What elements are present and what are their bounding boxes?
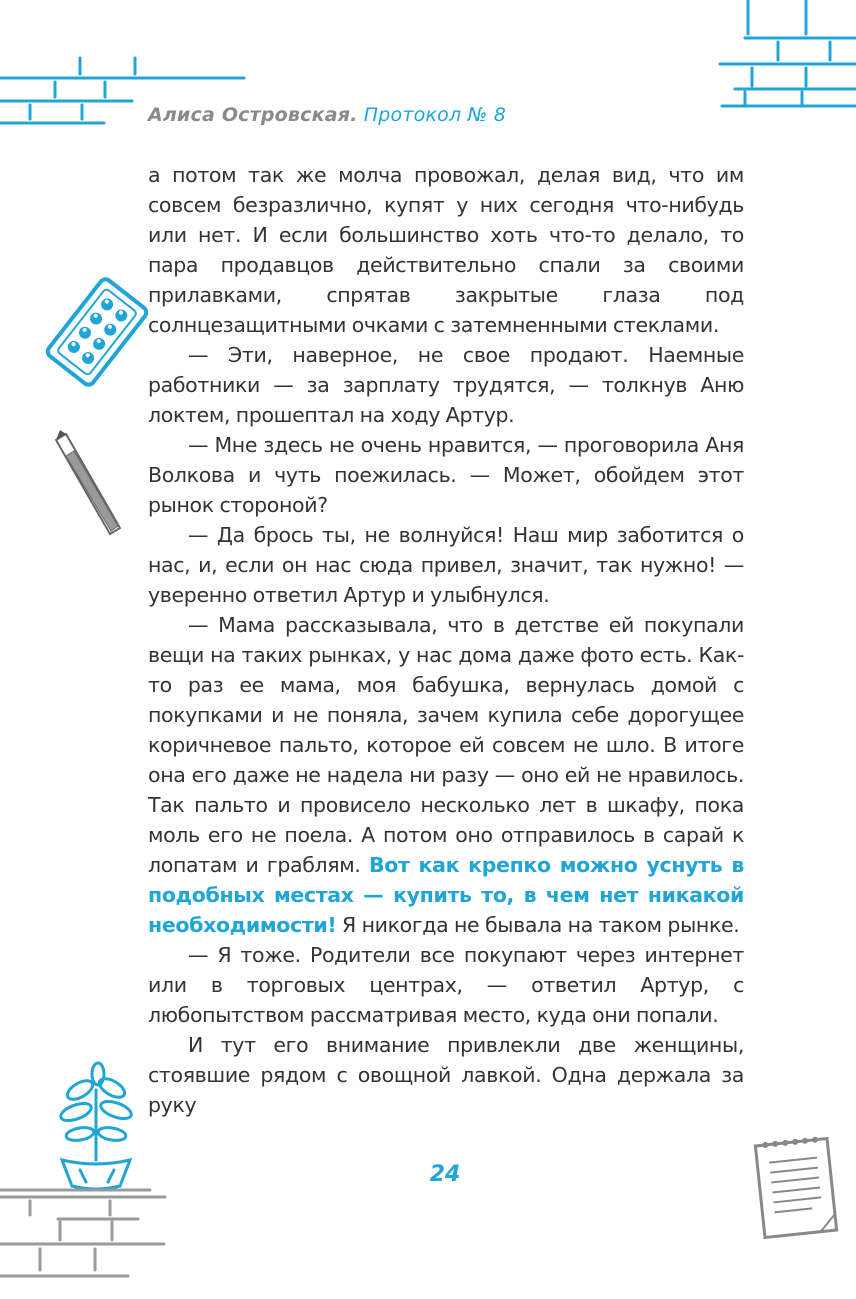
pill-blister-icon bbox=[45, 277, 148, 387]
paragraph: — Да брось ты, не волнуйся! Наш мир заботится о нас, и, если он нас сюда привел, значит, так нужно! — уверенно ответил Артур и улыбнулся. bbox=[148, 523, 744, 607]
pen-icon bbox=[56, 430, 120, 534]
running-header bbox=[148, 104, 506, 126]
paragraph-text: Я никогда не бывала на таком рынке. bbox=[336, 913, 740, 937]
brick-wall-icon bbox=[720, 0, 856, 106]
paragraph: а потом так же молча провожал, делая вид, что им совсем безразлично, купят у них сегодня что-нибудь или нет. И если большинство хоть что-то делало, то пара продавцов действительно спали за своими прилавками, спрятав закрытые глаза под солнцезащитными очками с затемненными стеклами. bbox=[148, 163, 744, 337]
brick-wall-icon bbox=[0, 1190, 165, 1276]
paragraph bbox=[148, 610, 744, 940]
paragraph: — Я тоже. Родители все покупают через интернет или в торговых центрах, — ответил Артур, с любопытством рассматривая место, куда они попали. bbox=[148, 943, 744, 1027]
highlighted-text: Вот как крепко можно уснуть в подобных местах — купить то, в чем нет никакой необходимости! bbox=[148, 853, 744, 937]
paragraph: — Эти, наверное, не свое продают. Наемные работники — за зарплату трудятся, — толкнув Аню локтем, прошептал на ходу Артур. bbox=[148, 343, 744, 427]
header-series: Протокол № 8 bbox=[363, 104, 507, 126]
body-text bbox=[148, 160, 744, 1120]
page-number: 24 bbox=[429, 1162, 461, 1187]
paragraph: — Мне здесь не очень нравится, — проговорила Аня Волкова и чуть поежилась. — Может, обойдем этот рынок стороной? bbox=[148, 433, 744, 517]
paragraph: И тут его внимание привлекли две женщины, стоявшие рядом с овощной лавкой. Одна держала за руку bbox=[148, 1033, 744, 1117]
paragraph-text: — Мама рассказывала, что в детстве ей покупали вещи на таких рынках, у нас дома даже фото есть. Как-то раз ее мама, моя бабушка, вернулась домой с покупками и не поняла, зачем купила себе дорогущее коричневое пальто, которое ей совсем не шло. В итоге она его даже не надела ни разу — оно ей не нравилось. Так пальто и провисело несколько лет в шкафу, пока моль его не поела. А потом оно отправилось в сарай к лопатам и граблям. bbox=[148, 613, 744, 877]
header-author: Алиса Островская. bbox=[148, 104, 358, 126]
